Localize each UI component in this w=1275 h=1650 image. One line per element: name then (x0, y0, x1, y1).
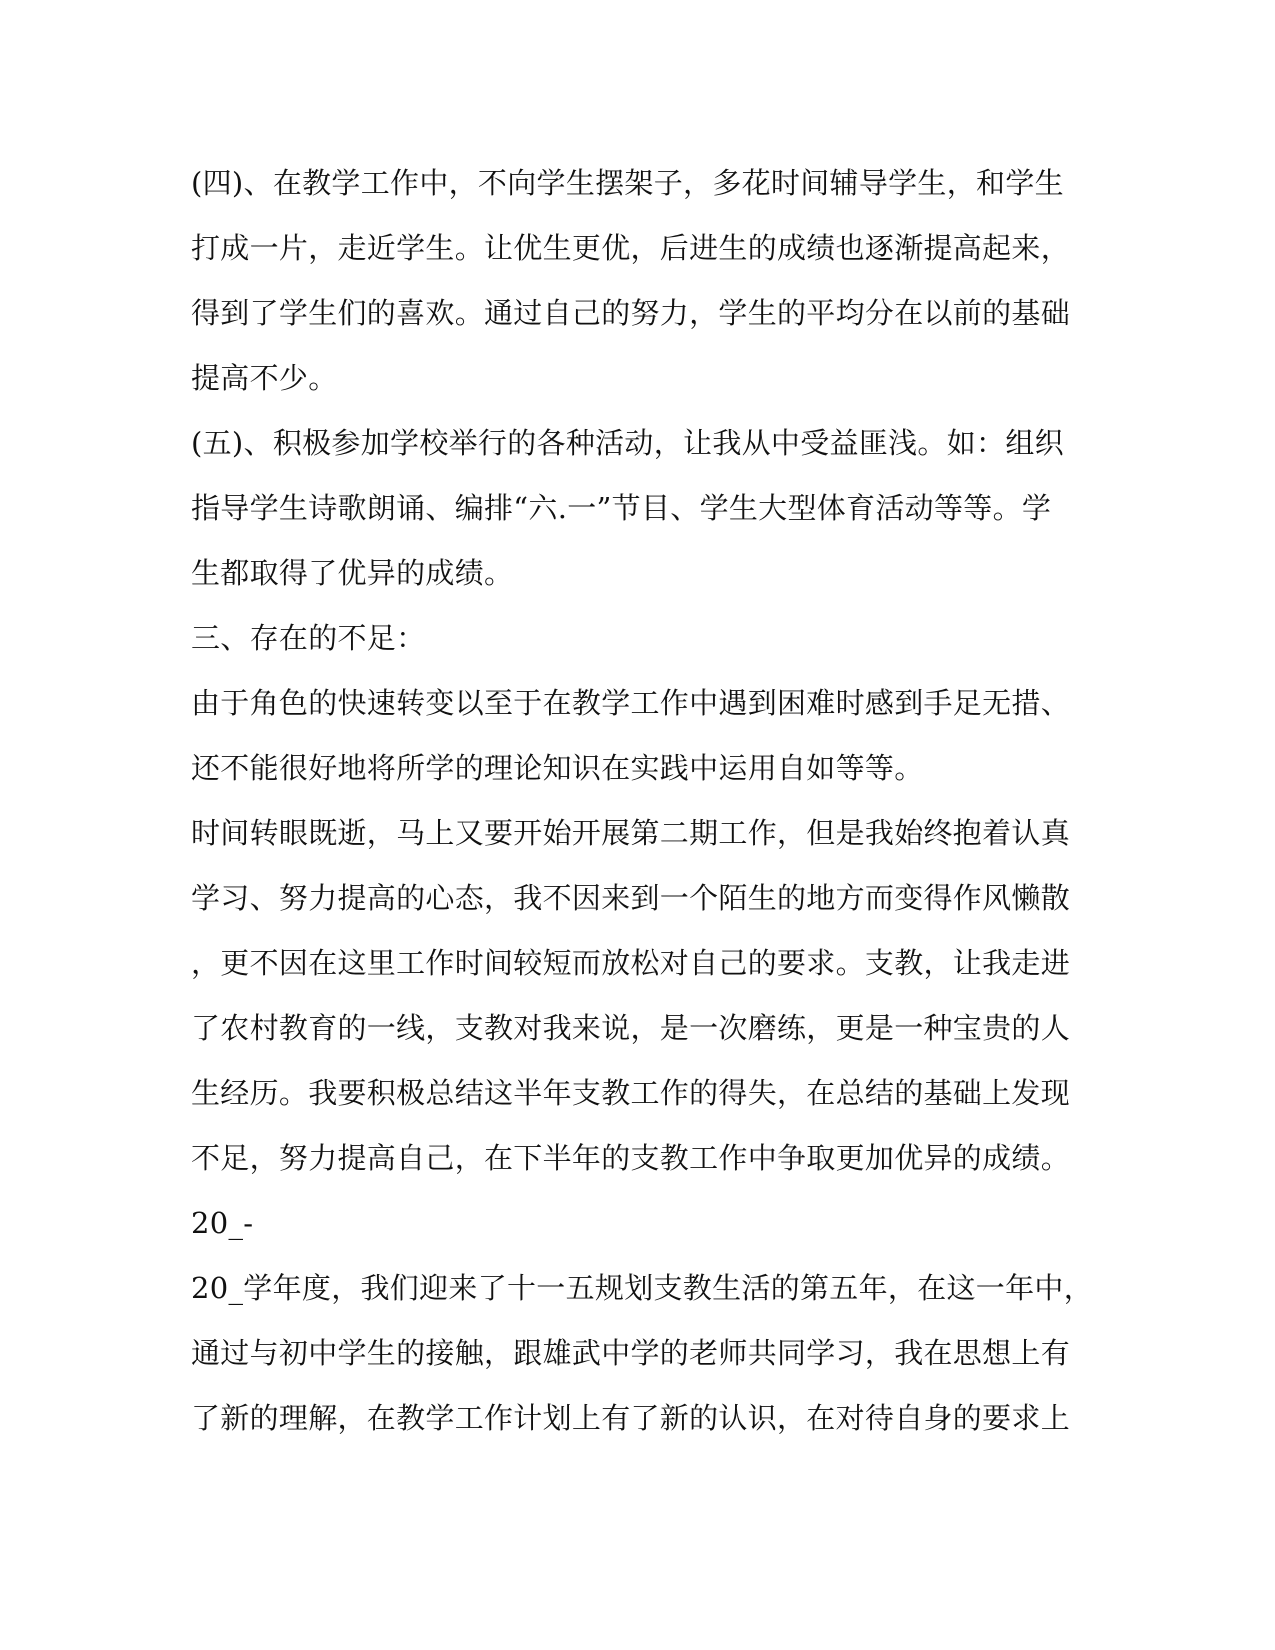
text-line-10: 还不能很好地将所学的理论知识在实践中运用自如等等。 (191, 751, 924, 785)
text-line-16: 不足，努力提高自己，在下半年的支教工作中争取更加优异的成绩。 (191, 1141, 1071, 1175)
text-line-20: 了新的理解，在教学工作计划上有了新的认识，在对待自身的要求上 (191, 1401, 1071, 1435)
section-heading: 三、存在的不足： (191, 621, 426, 655)
text-line-12: 学习、努力提高的心态，我不因来到一个陌生的地方而变得作风懒散 (191, 881, 1071, 915)
text-line-4: 提高不少。 (191, 361, 338, 395)
text-line-9: 由于角色的快速转变以至于在教学工作中遇到困难时感到手足无措、 (191, 686, 1071, 720)
text-line-1: (四)、在教学工作中，不向学生摆架子，多花时间辅导学生，和学生 (191, 166, 1064, 200)
body-text (191, 151, 1094, 1451)
text-line-2: 打成一片，走近学生。让优生更优，后进生的成绩也逐渐提高起来， (191, 231, 1071, 265)
text-line-17: 20_- (191, 1206, 254, 1240)
text-line-14: 了农村教育的一线，支教对我来说，是一次磨练，更是一种宝贵的人 (191, 1011, 1071, 1045)
text-line-13: ，更不因在这里工作时间较短而放松对自己的要求。支教，让我走进 (191, 946, 1071, 980)
text-line-19: 通过与初中学生的接触，跟雄武中学的老师共同学习，我在思想上有 (191, 1336, 1071, 1370)
text-line-7: 生都取得了优异的成绩。 (191, 556, 514, 590)
text-line-5: (五)、积极参加学校举行的各种活动，让我从中受益匪浅。如：组织 (191, 426, 1064, 460)
text-line-18: 20_学年度，我们迎来了十一五规划支教生活的第五年，在这一年中， (191, 1271, 1094, 1305)
text-line-15: 生经历。我要积极总结这半年支教工作的得失，在总结的基础上发现 (191, 1076, 1071, 1110)
text-line-11: 时间转眼既逝，马上又要开始开展第二期工作，但是我始终抱着认真 (191, 816, 1071, 850)
text-line-6: 指导学生诗歌朗诵、编排“六.一”节目、学生大型体育活动等等。学 (191, 491, 1052, 525)
text-line-3: 得到了学生们的喜欢。通过自己的努力，学生的平均分在以前的基础 (191, 296, 1071, 330)
